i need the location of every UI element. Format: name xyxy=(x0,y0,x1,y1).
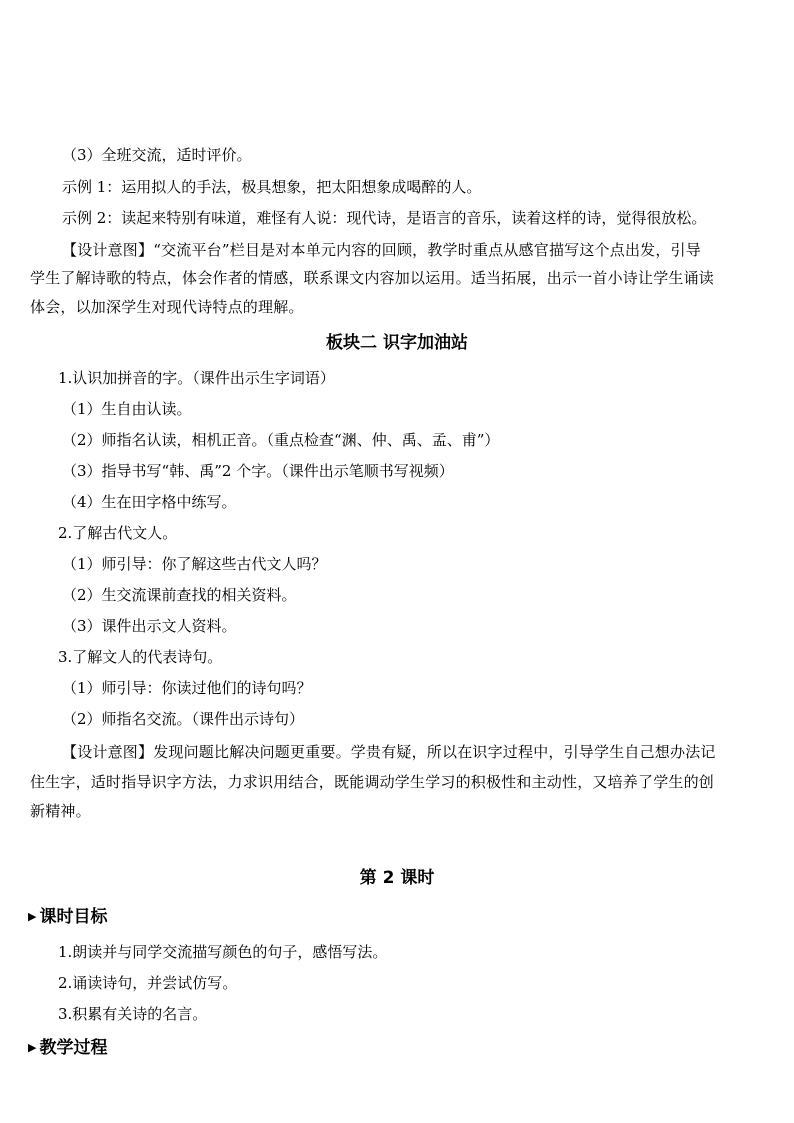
item-1-2-text: （2）师指名认读，相机正音。（重点检查“渊、仲、禹、孟、甫”） xyxy=(62,431,500,449)
design-intent-1-line-2: 学生了解诗歌的特点，体会作者的情感，联系课文内容加以运用。适当拓展，出示一首小诗让学生诵读 xyxy=(30,269,715,287)
example-2-text: 示例 2：读起来特别有味道，难怪有人说：现代诗，是语言的音乐，读着这样的诗，觉得很放松。 xyxy=(62,209,707,227)
item-1-1-text: （1）生自由认读。 xyxy=(62,400,192,418)
item-2-2-text: （2）生交流课前查找的相关资料。 xyxy=(62,586,297,604)
example-1-text: 示例 1：运用拟人的手法，极具想象，把太阳想象成喝醉的人。 xyxy=(62,178,482,196)
design-intent-2-line-2: 住生字，适时指导识字方法，力求识用结合，既能调动学生学习的积极性和主动性，又培养了学生的创 xyxy=(30,773,715,791)
item-1-3-text: （3）指导书写“韩、禹”2 个字。（课件出示笔顺书写视频） xyxy=(62,462,454,480)
item-3-text: 3.了解文人的代表诗句。 xyxy=(58,648,223,666)
design-intent-1-line-3: 体会，以加深学生对现代诗特点的理解。 xyxy=(30,298,304,316)
step-3-text: （3）全班交流，适时评价。 xyxy=(62,146,252,164)
item-2-1-text: （1）师引导：你了解这些古代文人吗？ xyxy=(62,555,327,573)
goal-1-text: 1.朗读并与同学交流描写颜色的句子，感悟写法。 xyxy=(58,943,388,961)
design-intent-2-line-3: 新精神。 xyxy=(30,802,91,820)
item-2-3-text: （3）课件出示文人资料。 xyxy=(62,617,237,635)
goals-heading-label: 课时目标 xyxy=(39,907,108,927)
process-heading-label: 教学过程 xyxy=(39,1038,108,1058)
triangle-bullet-icon: ▶ xyxy=(28,910,37,923)
design-intent-2-line-1: 【设计意图】发现问题比解决问题更重要。学贵有疑，所以在识字过程中，引导学生自己想办法记 xyxy=(62,743,716,761)
item-3-2-text: （2）师指名交流。（课件出示诗句） xyxy=(62,710,305,728)
item-2-text: 2.了解古代文人。 xyxy=(58,524,178,542)
item-1-4-text: （4）生在田字格中练写。 xyxy=(62,493,237,511)
design-intent-1-line-1: 【设计意图】“交流平台”栏目是对本单元内容的回顾，教学时重点从感官描写这个点出发，引导 xyxy=(62,241,701,259)
goal-3-text: 3.积累有关诗的名言。 xyxy=(58,1005,208,1023)
goal-2-text: 2.诵读诗句，并尝试仿写。 xyxy=(58,974,238,992)
item-3-1-text: （1）师引导：你读过他们的诗句吗？ xyxy=(62,679,312,697)
goals-heading xyxy=(28,906,107,928)
item-1-text: 1.认识加拼音的字。（课件出示生字词语） xyxy=(58,369,335,387)
block-2-title: 板块二 识字加油站 xyxy=(326,333,468,353)
triangle-bullet-icon: ▶ xyxy=(28,1041,37,1054)
process-heading xyxy=(28,1037,107,1059)
lesson-2-title: 第 2 课时 xyxy=(359,868,435,888)
